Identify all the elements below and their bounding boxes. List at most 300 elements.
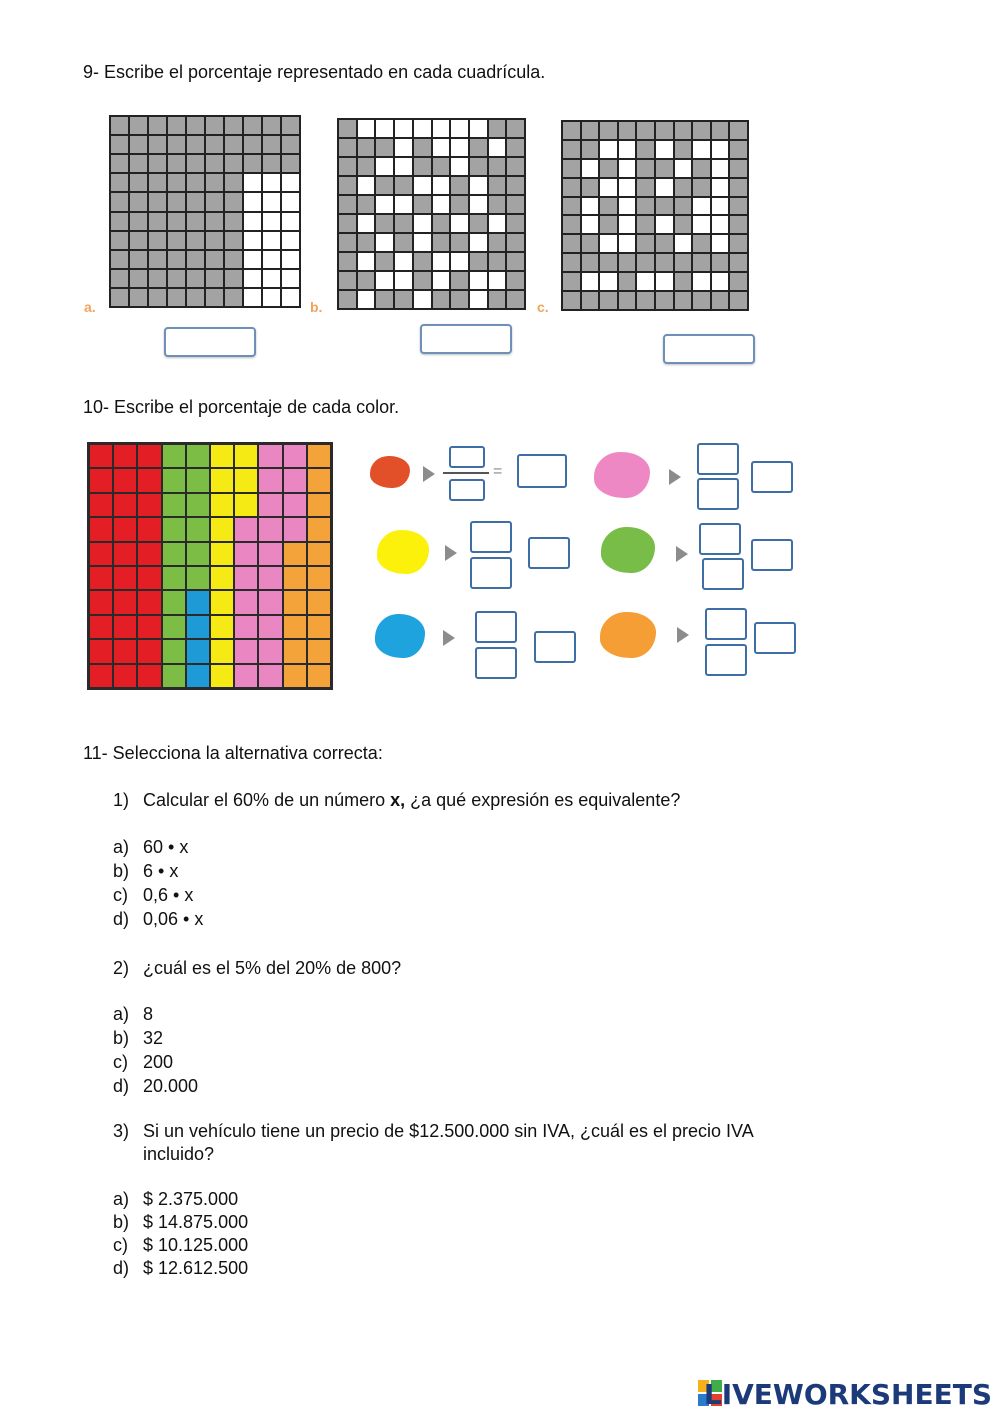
grid-cell [206, 251, 223, 268]
grid-cell [206, 213, 223, 230]
red-denominator-box[interactable] [449, 479, 485, 501]
red-blob [370, 456, 410, 488]
question-number: 3) [113, 1121, 130, 1141]
grid-cell [168, 174, 185, 191]
color-cell [259, 543, 281, 565]
grid-cell [225, 193, 242, 210]
grid-cell [470, 272, 487, 289]
option-letter: c) [113, 885, 128, 905]
green-blob [601, 527, 655, 573]
option-c[interactable] [113, 1050, 198, 1074]
grid-cell [414, 177, 431, 194]
color-cell [163, 445, 185, 467]
grid-cell [637, 160, 654, 177]
color-cell [308, 469, 330, 491]
grid-cell [358, 120, 375, 137]
color-cell [187, 665, 209, 687]
question-text: Si un vehículo tiene un precio de $12.500.000 sin IVA, ¿cuál es el precio IVA [143, 1121, 754, 1141]
option-a[interactable] [113, 1188, 248, 1211]
option-text: $ 12.612.500 [143, 1258, 249, 1278]
option-letter: b) [113, 861, 130, 881]
grid-cell [376, 291, 393, 308]
grid-cell [225, 155, 242, 172]
red-numerator-box[interactable] [449, 446, 485, 468]
arrow-right-icon [669, 469, 681, 485]
grid-cell [656, 122, 673, 139]
grid-cell [563, 273, 580, 290]
color-cell [163, 665, 185, 687]
grid-cell [470, 291, 487, 308]
color-cell [235, 567, 257, 589]
grid-cell [600, 254, 617, 271]
color-cell [138, 591, 160, 613]
grid-cell [339, 291, 356, 308]
grid-cell [187, 136, 204, 153]
option-text: 20.000 [143, 1076, 199, 1096]
grid-cell [600, 198, 617, 215]
question-text-end: ¿a qué expresión es equivalente? [405, 790, 681, 810]
grid-cell [395, 291, 412, 308]
grid-cell [111, 136, 128, 153]
grid-cell [395, 272, 412, 289]
color-cell [284, 445, 306, 467]
grid-cell [149, 251, 166, 268]
yellow-numerator-box[interactable] [470, 521, 512, 553]
grid-cell [187, 270, 204, 287]
grid-cell [414, 234, 431, 251]
grid-cell [282, 270, 299, 287]
grid-cell [637, 273, 654, 290]
color-cell [114, 640, 136, 662]
color-cell [163, 543, 185, 565]
grid-cell [600, 141, 617, 158]
grid-cell [489, 234, 506, 251]
grid-cell [111, 193, 128, 210]
color-cell [211, 665, 233, 687]
color-cell [211, 469, 233, 491]
grid-cell [470, 234, 487, 251]
orange-blob [600, 612, 656, 658]
grid-cell [433, 196, 450, 213]
grid-cell [451, 272, 468, 289]
grid-cell [263, 117, 280, 134]
grid-cell [619, 235, 636, 252]
grid-cell [414, 272, 431, 289]
blue-percent-box[interactable] [534, 631, 576, 663]
arrow-right-icon [676, 546, 688, 562]
grid-cell [339, 120, 356, 137]
grid-cell [263, 213, 280, 230]
pink-percent-box[interactable] [751, 461, 793, 493]
grid-cell [149, 232, 166, 249]
grid-cell [206, 155, 223, 172]
grid-cell [282, 174, 299, 191]
grid-cell [730, 198, 747, 215]
grid-cell [282, 213, 299, 230]
grid-cell [149, 155, 166, 172]
orange-numerator-box[interactable] [705, 608, 747, 640]
option-d[interactable] [113, 1074, 198, 1098]
grid-cell [619, 254, 636, 271]
option-b[interactable] [113, 859, 203, 883]
question-variable: x, [390, 790, 406, 810]
grid-cell [507, 196, 524, 213]
color-cell [308, 616, 330, 638]
grid-cell [712, 141, 729, 158]
color-cell [187, 445, 209, 467]
color-cell [308, 665, 330, 687]
grid-cell [637, 254, 654, 271]
grid-cell [712, 273, 729, 290]
color-cell [114, 518, 136, 540]
color-cell [235, 543, 257, 565]
grid-cell [675, 292, 692, 309]
orange-denominator-box[interactable] [705, 644, 747, 676]
grid-cell [693, 122, 710, 139]
grid-cell [470, 158, 487, 175]
grid-cell [507, 215, 524, 232]
grid-cell [395, 120, 412, 137]
grid-cell [712, 179, 729, 196]
option-text: 60 • x [143, 837, 189, 857]
color-cell [163, 616, 185, 638]
grid-cell [282, 136, 299, 153]
grid-cell [376, 234, 393, 251]
pink-denominator-box[interactable] [697, 478, 739, 510]
grid-cell [656, 179, 673, 196]
color-cell [308, 591, 330, 613]
grid-cell [414, 253, 431, 270]
grid-cell [111, 155, 128, 172]
color-cell [138, 494, 160, 516]
grid-cell [582, 254, 599, 271]
option-letter: d) [113, 1076, 130, 1096]
grid-cell [376, 253, 393, 270]
color-cell [284, 494, 306, 516]
grid-cell [675, 179, 692, 196]
grid-cell [619, 216, 636, 233]
q10-heading: 10- Escribe el porcentaje de cada color. [83, 397, 400, 417]
question-3 [113, 1120, 754, 1166]
grid-c-label: c. [537, 299, 549, 315]
question-2 [113, 958, 401, 979]
grid-cell [582, 179, 599, 196]
grid-cell [433, 253, 450, 270]
green-denominator-box[interactable] [702, 558, 744, 590]
grid-cell [244, 193, 261, 210]
grid-cell [470, 177, 487, 194]
grid-cell [507, 272, 524, 289]
question-text-continued: incluido? [143, 1144, 215, 1164]
option-c[interactable] [113, 883, 203, 907]
grid-cell [187, 289, 204, 306]
grid-cell [582, 198, 599, 215]
grid-cell [225, 174, 242, 191]
grid-cell [111, 232, 128, 249]
equals-sign: = [493, 463, 503, 480]
option-letter: c) [113, 1052, 128, 1072]
grid-cell [225, 213, 242, 230]
pink-numerator-box[interactable] [697, 443, 739, 475]
grid-cell [149, 174, 166, 191]
grid-cell [656, 216, 673, 233]
grid-cell [600, 160, 617, 177]
grid-cell [111, 270, 128, 287]
color-cell [163, 469, 185, 491]
grid-cell [376, 215, 393, 232]
color-cell [308, 494, 330, 516]
grid-cell [339, 139, 356, 156]
option-text: 6 • x [143, 861, 179, 881]
color-cell [90, 518, 112, 540]
q9-heading: 9- Escribe el porcentaje representado en cada cuadrícula. [83, 62, 546, 82]
option-letter: b) [113, 1028, 130, 1048]
grid-cell [507, 234, 524, 251]
grid-cell [187, 174, 204, 191]
option-text: $ 10.125.000 [143, 1235, 249, 1255]
grid-cell [730, 254, 747, 271]
color-cell [211, 445, 233, 467]
question-1 [113, 790, 680, 811]
yellow-denominator-box[interactable] [470, 557, 512, 589]
grid-cell [187, 232, 204, 249]
grid-cell [582, 235, 599, 252]
grid-cell [130, 232, 147, 249]
grid-cell [395, 158, 412, 175]
grid-cell [693, 216, 710, 233]
option-b[interactable] [113, 1211, 248, 1234]
answer-box-a[interactable] [164, 327, 256, 357]
grid-cell [470, 139, 487, 156]
color-cell [284, 591, 306, 613]
grid-cell [433, 215, 450, 232]
grid-cell [637, 292, 654, 309]
option-letter: a) [113, 1189, 130, 1209]
grid-cell [600, 273, 617, 290]
grid-cell [637, 235, 654, 252]
color-cell [187, 518, 209, 540]
color-cell [259, 640, 281, 662]
grid-cell [693, 254, 710, 271]
grid-cell [656, 292, 673, 309]
grid-cell [637, 141, 654, 158]
grid-cell [582, 160, 599, 177]
grid-cell [187, 193, 204, 210]
grid-cell [619, 179, 636, 196]
grid-cell [244, 232, 261, 249]
grid-cell [582, 216, 599, 233]
grid-cell [433, 234, 450, 251]
option-c[interactable] [113, 1234, 248, 1257]
color-cell [187, 543, 209, 565]
color-cell [114, 567, 136, 589]
pink-blob [594, 452, 650, 498]
grid-cell [507, 253, 524, 270]
grid-cell [489, 196, 506, 213]
grid-cell [489, 158, 506, 175]
grid-cell [168, 117, 185, 134]
color-cell [187, 616, 209, 638]
color-cell [284, 543, 306, 565]
color-cell [235, 616, 257, 638]
grid-cell [414, 139, 431, 156]
grid-cell [130, 213, 147, 230]
answer-box-c[interactable] [663, 334, 755, 364]
color-cell [90, 567, 112, 589]
grid-cell [149, 213, 166, 230]
grid-cell [637, 216, 654, 233]
color-cell [284, 567, 306, 589]
grid-cell [130, 193, 147, 210]
grid-cell [282, 289, 299, 306]
grid-cell [395, 215, 412, 232]
grid-cell [489, 215, 506, 232]
grid-c [561, 120, 749, 311]
grid-cell [619, 141, 636, 158]
answer-box-b[interactable] [420, 324, 512, 354]
option-d[interactable] [113, 1257, 248, 1280]
color-cell [259, 665, 281, 687]
grid-cell [168, 232, 185, 249]
grid-cell [675, 160, 692, 177]
grid-cell [433, 291, 450, 308]
grid-cell [582, 292, 599, 309]
grid-cell [168, 213, 185, 230]
grid-cell [693, 160, 710, 177]
color-cell [259, 469, 281, 491]
grid-cell [712, 292, 729, 309]
grid-cell [563, 160, 580, 177]
grid-cell [225, 232, 242, 249]
color-cell [114, 665, 136, 687]
grid-cell [414, 291, 431, 308]
grid-cell [675, 216, 692, 233]
grid-cell [358, 253, 375, 270]
grid-cell [730, 235, 747, 252]
grid-cell [395, 139, 412, 156]
grid-cell [206, 270, 223, 287]
grid-cell [149, 117, 166, 134]
grid-cell [244, 174, 261, 191]
grid-cell [656, 254, 673, 271]
color-cell [138, 543, 160, 565]
color-cell [114, 469, 136, 491]
grid-cell [600, 122, 617, 139]
color-cell [90, 665, 112, 687]
arrow-right-icon [443, 630, 455, 646]
grid-cell [149, 136, 166, 153]
grid-cell [358, 177, 375, 194]
grid-cell [675, 122, 692, 139]
color-cell [90, 591, 112, 613]
color-cell [235, 591, 257, 613]
grid-cell [489, 177, 506, 194]
color-cell [235, 665, 257, 687]
grid-cell [339, 196, 356, 213]
color-cell [138, 518, 160, 540]
grid-cell [451, 158, 468, 175]
grid-cell [730, 160, 747, 177]
grid-cell [339, 177, 356, 194]
option-b[interactable] [113, 1026, 198, 1050]
grid-cell [582, 122, 599, 139]
grid-cell [358, 196, 375, 213]
orange-percent-box[interactable] [754, 622, 796, 654]
arrow-right-icon [445, 545, 457, 561]
grid-cell [451, 215, 468, 232]
option-letter: a) [113, 837, 130, 857]
blue-numerator-box[interactable] [475, 611, 517, 643]
question-1-options [113, 835, 203, 931]
grid-cell [693, 141, 710, 158]
yellow-percent-box[interactable] [528, 537, 570, 569]
color-cell [163, 518, 185, 540]
grid-cell [489, 272, 506, 289]
color-cell [114, 543, 136, 565]
grid-cell [637, 122, 654, 139]
color-cell [235, 640, 257, 662]
grid-cell [339, 234, 356, 251]
grid-cell [358, 291, 375, 308]
grid-cell [693, 273, 710, 290]
color-cell [308, 567, 330, 589]
grid-cell [675, 254, 692, 271]
color-cell [235, 518, 257, 540]
color-cell [211, 543, 233, 565]
grid-cell [111, 213, 128, 230]
option-a[interactable] [113, 835, 203, 859]
grid-cell [730, 122, 747, 139]
option-a[interactable] [113, 1002, 198, 1026]
grid-cell [358, 215, 375, 232]
grid-cell [563, 235, 580, 252]
color-cell [211, 494, 233, 516]
option-d[interactable] [113, 907, 203, 931]
arrow-right-icon [423, 466, 435, 482]
color-cell [211, 640, 233, 662]
blue-denominator-box[interactable] [475, 647, 517, 679]
grid-cell [149, 193, 166, 210]
option-text: $ 2.375.000 [143, 1189, 239, 1209]
grid-cell [339, 272, 356, 289]
color-cell [308, 445, 330, 467]
grid-cell [263, 136, 280, 153]
green-percent-box[interactable] [751, 539, 793, 571]
grid-cell [563, 179, 580, 196]
grid-cell [414, 120, 431, 137]
color-cell [211, 518, 233, 540]
grid-a [109, 115, 301, 308]
color-cell [187, 591, 209, 613]
color-cell [163, 494, 185, 516]
color-cell [211, 616, 233, 638]
red-percent-box[interactable] [517, 454, 567, 488]
grid-cell [451, 291, 468, 308]
grid-cell [130, 289, 147, 306]
grid-cell [206, 117, 223, 134]
grid-cell [470, 253, 487, 270]
grid-cell [358, 158, 375, 175]
option-text: 200 [143, 1052, 174, 1072]
question-text: ¿cuál es el 5% del 20% de 800? [143, 958, 402, 978]
grid-cell [263, 289, 280, 306]
grid-cell [206, 289, 223, 306]
grid-cell [376, 158, 393, 175]
green-numerator-box[interactable] [699, 523, 741, 555]
grid-cell [712, 198, 729, 215]
grid-cell [263, 155, 280, 172]
grid-cell [563, 292, 580, 309]
